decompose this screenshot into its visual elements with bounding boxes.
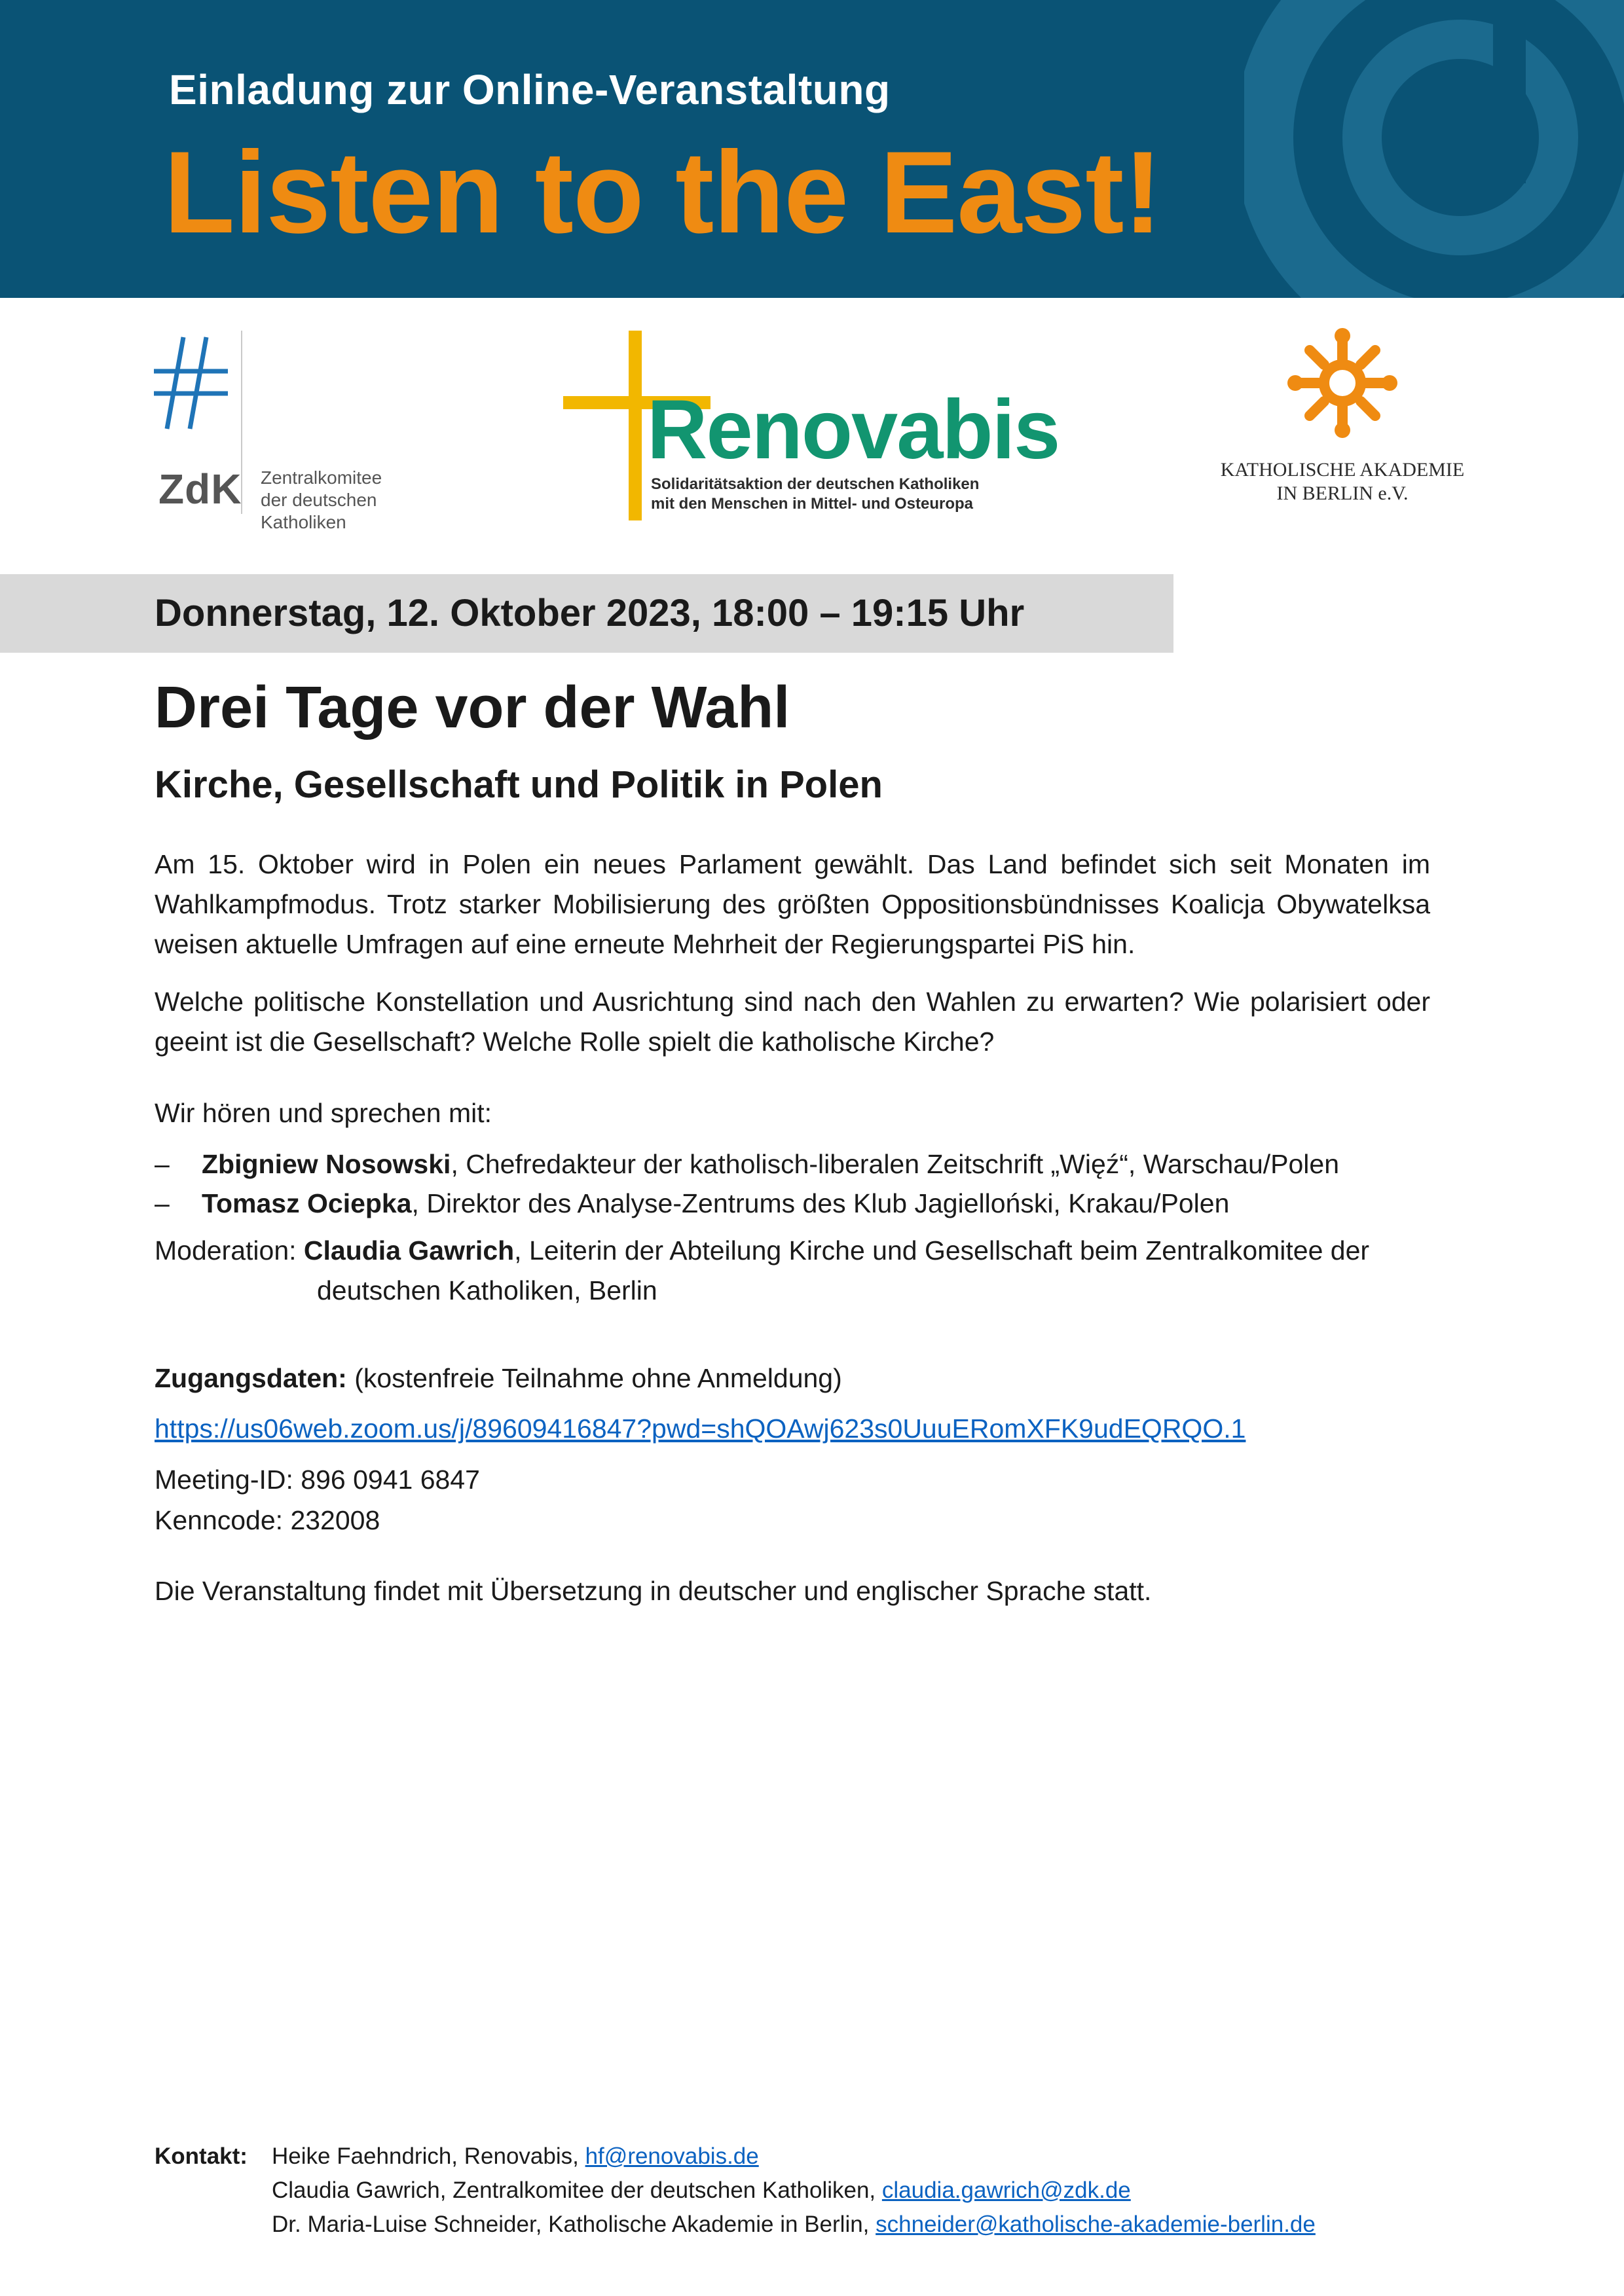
contact-email-link[interactable]: claudia.gawrich@zdk.de	[881, 2178, 1131, 2203]
access-heading	[155, 1358, 842, 1398]
speaker-item	[155, 1184, 1229, 1224]
banner-subtitle: Einladung zur Online-Veranstaltung	[169, 66, 891, 113]
zdk-short-name: ZdK	[158, 465, 242, 513]
list-dash: –	[155, 1149, 170, 1179]
renovabis-name: Renovabis	[647, 383, 1060, 477]
renovabis-logo	[563, 331, 1060, 527]
speaker-name: Zbigniew Nosowski	[202, 1149, 451, 1179]
event-date-bar	[0, 574, 1173, 653]
zdk-full-name: Zentralkomitee der deutschen Katholiken	[261, 467, 382, 532]
event-date: Donnerstag, 12. Oktober 2023, 18:00 – 19:15 Uhr	[155, 592, 1025, 634]
speaker-name: Tomasz Ociepka	[202, 1188, 412, 1218]
zdk-logo	[151, 331, 458, 532]
access-note: (kostenfreie Teilnahme ohne Anmeldung)	[346, 1363, 842, 1393]
translation-note: Die Veranstaltung findet mit Übersetzung in deutscher und englischer Sprache statt.	[155, 1576, 1152, 1606]
banner-title: Listen to the East!	[164, 127, 1162, 257]
speakers-intro: Wir hören und sprechen mit:	[155, 1098, 492, 1128]
list-dash: –	[155, 1188, 170, 1218]
zoom-link[interactable]: https://us06web.zoom.us/j/89609416847?pwd=shQOAwj623s0UuuERomXFK9udEQRQO.1	[155, 1413, 1246, 1444]
akademie-emblem-icon	[1283, 324, 1401, 442]
renovabis-tagline: Solidaritätsaktion der deutschen Katholiken mit den Menschen in Mittel- und Osteuropa	[651, 475, 980, 513]
speaker-description: , Chefredakteur der katholisch-liberalen Zeitschrift „Więź“, Warschau/Polen	[451, 1149, 1340, 1179]
kenncode: Kenncode: 232008	[155, 1505, 380, 1535]
contact-entry: Dr. Maria-Luise Schneider, Katholische Akademie in Berlin, schneider@katholische-akademie-berlin.de	[272, 2212, 1316, 2237]
moderation-label: Moderation:	[155, 1235, 304, 1266]
event-subtitle: Kirche, Gesellschaft und Politik in Polen	[155, 763, 883, 806]
speaker-description: , Direktor des Analyse-Zentrums des Klub Jagielloński, Krakau/Polen	[411, 1188, 1230, 1218]
contact-email-link[interactable]: schneider@katholische-akademie-berlin.de	[876, 2212, 1316, 2237]
speaker-item	[155, 1144, 1339, 1184]
akademie-name: KATHOLISCHE AKADEMIE IN BERLIN e.V.	[1220, 459, 1465, 504]
moderator-name: Claudia Gawrich	[303, 1235, 515, 1266]
contact-entry: Claudia Gawrich, Zentralkomitee der deutschen Katholiken, claudia.gawrich@zdk.de	[272, 2178, 1131, 2203]
meeting-id: Meeting-ID: 896 0941 6847	[155, 1465, 480, 1495]
event-title: Drei Tage vor der Wahl	[155, 675, 790, 740]
contact-email-link[interactable]: hf@renovabis.de	[585, 2143, 759, 2169]
questions-paragraph: Welche politische Konstellation und Ausrichtung sind nach den Wahlen zu erwarten? Wie polarisiert oder geeint ist die Gesellschaft? Welche Rolle spielt die katholische Kirche?	[155, 987, 1430, 1057]
contact-entry: Heike Faehndrich, Renovabis, hf@renovabis.de	[272, 2143, 759, 2169]
moderation-block	[155, 1231, 1438, 1311]
access-label: Zugangsdaten:	[155, 1363, 347, 1393]
decorative-ornament	[1244, 0, 1624, 298]
header-banner	[0, 0, 1624, 298]
akademie-logo	[1205, 324, 1480, 514]
moderator-description-cont: deutschen Katholiken, Berlin	[317, 1275, 657, 1305]
intro-paragraph: Am 15. Oktober wird in Polen ein neues Parlament gewählt. Das Land befindet sich seit Monaten im Wahlkampfmodus. Trotz starker Mobilisierung des größten Oppositionsbündnisses Koalicja Obywatelksa weisen aktuelle Umfragen auf eine erneute Mehrheit der Regierungspartei PiS hin.	[155, 849, 1430, 959]
moderator-description: , Leiterin der Abteilung Kirche und Gesellschaft beim Zentralkomitee der	[514, 1235, 1370, 1266]
zdk-cross-icon	[151, 331, 236, 435]
contact-label: Kontakt:	[155, 2143, 248, 2169]
